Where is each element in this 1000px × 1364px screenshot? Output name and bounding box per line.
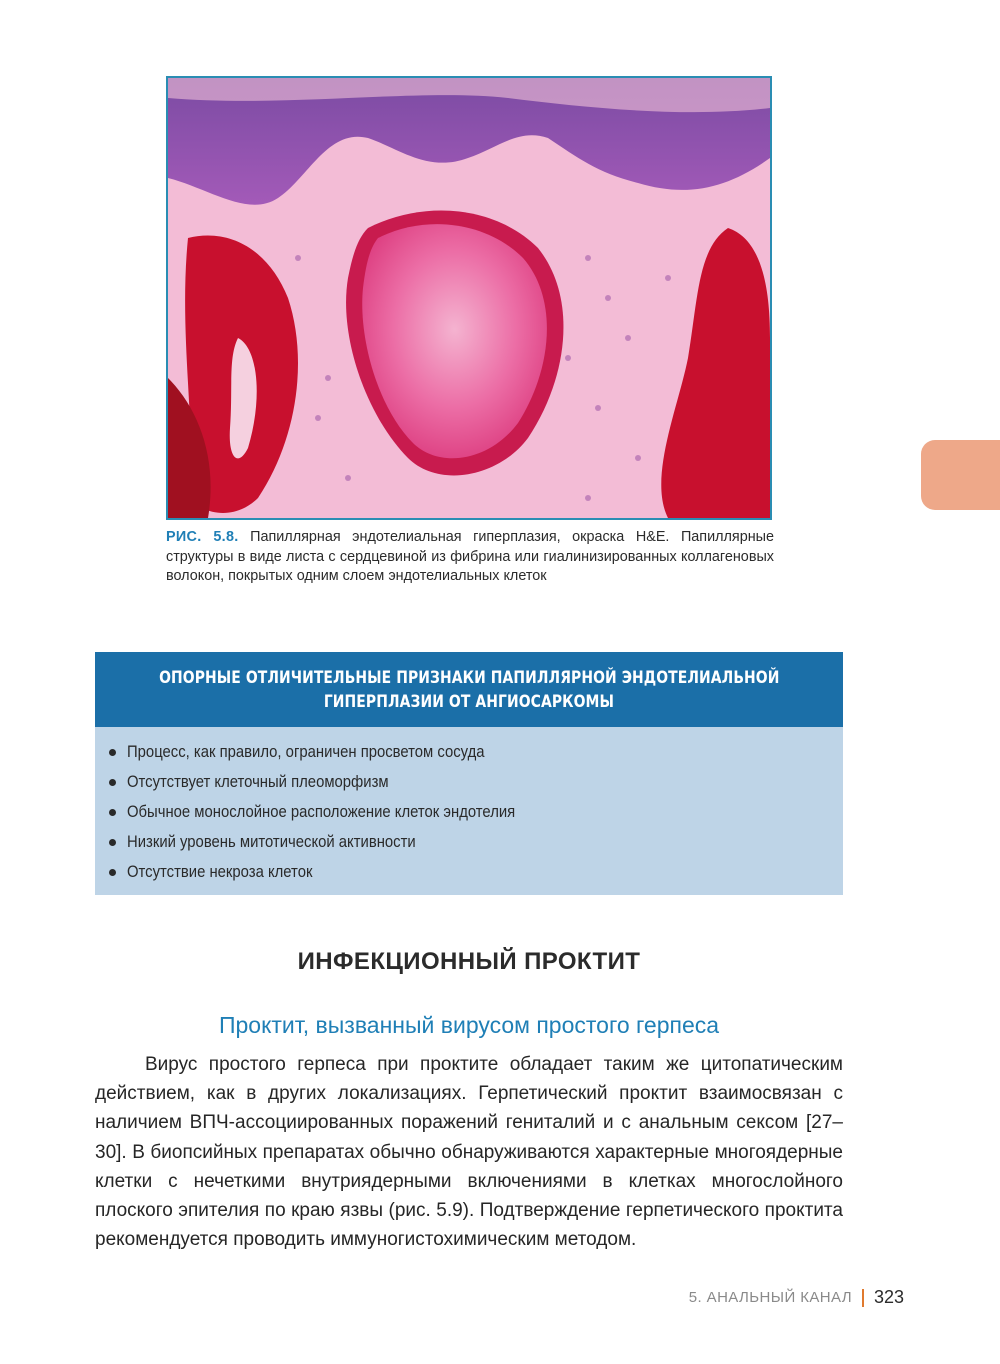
bullet-icon [109, 809, 116, 816]
figure-caption [166, 528, 774, 587]
list-item: Процесс, как правило, ограничен просветом сосуда [107, 739, 843, 769]
bullet-icon [109, 749, 116, 756]
micrograph-image [168, 78, 770, 518]
section-title: ИНФЕКЦИОННЫЙ ПРОКТИТ [297, 948, 641, 975]
list-item: Низкий уровень митотической активности [107, 829, 843, 859]
chapter-side-tab [921, 440, 1000, 510]
body-paragraph: Вирус простого герпеса при проктите обладает таким же цитопатическим действием, как в других локализациях. Герпетический проктит взаимосвязан с наличием ВПЧ-ассоциированных поражений гениталий и с анальным сексом [27–30]. В биопсийных препаратах обычно обнаруживаются характерные многоядерные клетки с нечеткими внутриядерными включениями в клетках многослойного плоского эпителия по краю язвы (рис. 5.9). Подтверждение герпетического проктита рекомендуется проводить иммуногистохимическим методом. [95, 1054, 843, 1251]
list-item: Отсутствие некроза клеток [107, 859, 843, 889]
bullet-icon [109, 869, 116, 876]
list-item: Отсутствует клеточный плеоморфизм [107, 769, 843, 799]
list-item: Обычное монослойное расположение клеток эндотелия [107, 799, 843, 829]
running-footer [689, 1287, 904, 1308]
figure-micrograph [166, 76, 772, 520]
info-box-header [95, 652, 843, 727]
info-box-body [95, 727, 843, 895]
info-box-title-line1: ОПОРНЫЕ ОТЛИЧИТЕЛЬНЫЕ ПРИЗНАКИ ПАПИЛЛЯРНОЙ ЭНДОТЕЛИАЛЬНОЙ [158, 667, 780, 688]
footer-chapter: 5. АНАЛЬНЫЙ КАНАЛ [688, 1289, 852, 1306]
subsection-title: Проктит, вызванный вирусом простого герпеса [218, 1012, 720, 1038]
footer-divider [862, 1289, 864, 1307]
info-box-title-line2: ГИПЕРПЛАЗИИ ОТ АНГИОСАРКОМЫ [323, 691, 615, 712]
page-number: 323 [873, 1287, 904, 1307]
feature-list [107, 739, 843, 889]
bullet-icon [109, 779, 116, 786]
bullet-icon [109, 839, 116, 846]
figure-label: РИС. 5.8. [166, 529, 239, 545]
figure-caption-text: Папиллярная эндотелиальная гиперплазия, окраска H&E. Папиллярные структуры в виде листа с сердцевиной из фибрина или гиалинизированных коллагеновых волокон, покрытых одним слоем эндотелиальных клеток [166, 529, 775, 585]
